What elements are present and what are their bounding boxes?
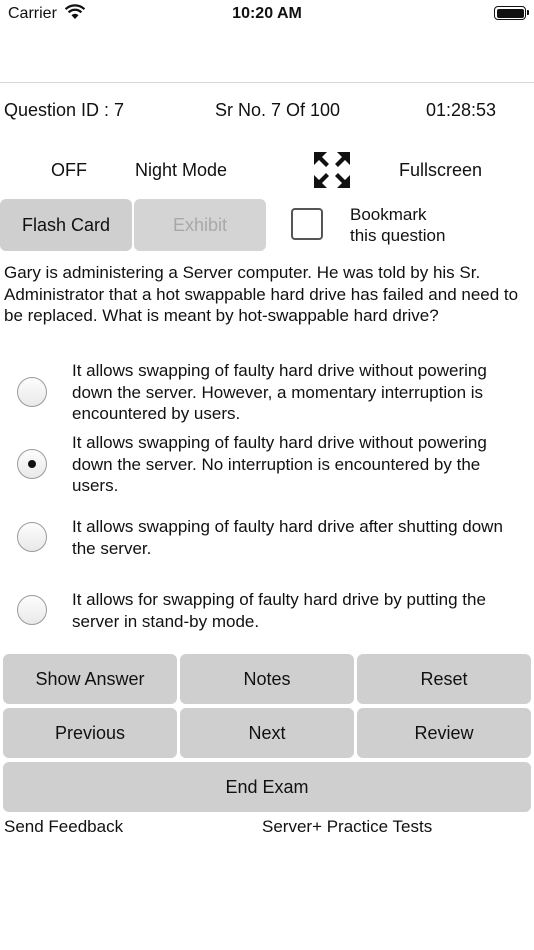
radio-icon[interactable] [17,377,47,407]
next-button[interactable]: Next [180,708,354,758]
mode-row [0,148,534,192]
bookmark-checkbox[interactable] [291,208,323,240]
nav-divider [0,82,534,83]
night-mode-toggle[interactable]: OFF [51,160,87,180]
show-answer-button[interactable]: Show Answer [3,654,177,704]
flash-card-button[interactable]: Flash Card [0,199,132,251]
option-text: It allows swapping of faulty hard drive without powering down the server. No interruption is encountered by the users. [72,433,487,495]
reset-button[interactable]: Reset [357,654,531,704]
send-feedback-link[interactable]: Send Feedback [4,817,124,836]
option-text: It allows swapping of faulty hard drive without powering down the server. However, a momentary interruption is encountered by users. [72,361,487,423]
fullscreen-label[interactable]: Fullscreen [399,160,483,180]
serial-number: Sr No. 7 Of 100 [215,100,341,120]
option-4[interactable] [0,589,534,633]
bookmark-label: Bookmark this question [350,205,446,245]
status-bar [0,0,534,28]
exam-timer: 01:28:53 [426,100,497,120]
action-row [0,199,534,251]
option-3[interactable] [0,516,534,560]
notes-button[interactable]: Notes [180,654,354,704]
night-mode-label: Night Mode [135,160,228,180]
option-text: It allows swapping of faulty hard drive after shutting down the server. [72,517,503,558]
option-2[interactable] [0,432,534,498]
question-id: Question ID : 7 [4,100,125,120]
radio-icon[interactable] [17,595,47,625]
carrier-label: Carrier [8,5,57,22]
previous-button[interactable]: Previous [3,708,177,758]
option-text: It allows for swapping of faulty hard drive by putting the server in stand-by mode. [72,590,486,631]
review-button[interactable]: Review [357,708,531,758]
fullscreen-icon[interactable] [312,150,352,190]
radio-icon[interactable] [17,449,47,479]
status-time: 10:20 AM [232,5,302,22]
option-1[interactable] [0,360,534,426]
app-name-label: Server+ Practice Tests [262,817,433,836]
battery-icon [494,6,526,20]
end-exam-button[interactable]: End Exam [3,762,531,812]
question-text: Gary is administering a Server computer. He was told by his Sr. Administrator that a hot swappable hard drive has failed and need to be replaced. What is meant by hot-swappable hard drive? [4,263,519,325]
radio-icon[interactable] [17,522,47,552]
radio-selected-dot [28,460,36,468]
exhibit-button[interactable]: Exhibit [134,199,266,251]
